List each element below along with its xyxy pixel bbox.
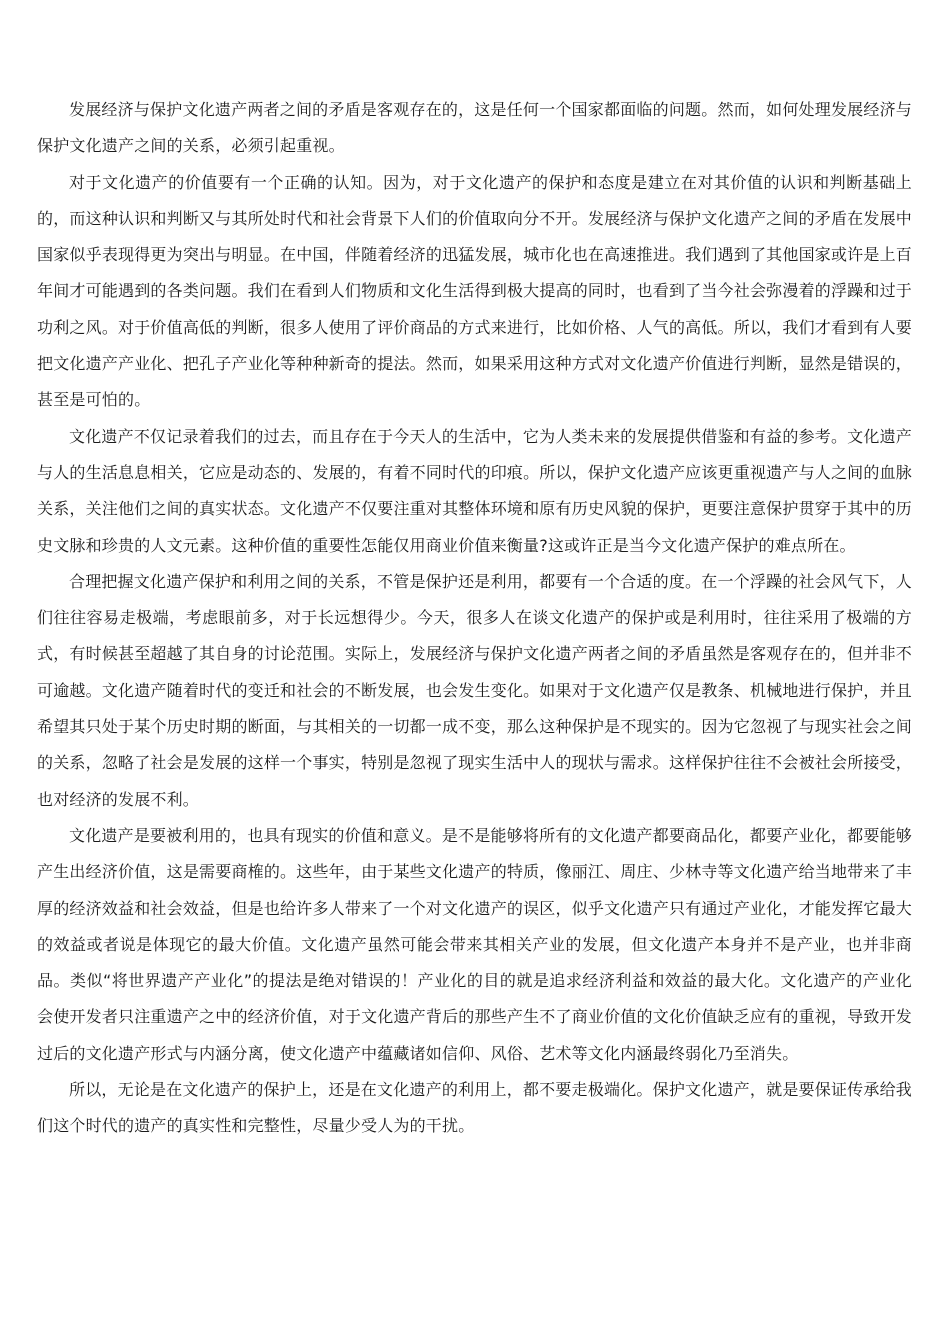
paragraph-4: 合理把握文化遗产保护和利用之间的关系，不管是保护还是利用，都要有一个合适的度。在一个浮躁的社会风气下，人们往往容易走极端，考虑眼前多，对于长远想得少。今天，很多人在谈文化遗产的保护或是利用时，往往采用了极端的方式，有时候甚至超越了其自身的讨论范围。实际上，发展经济与保护文化遗产两者之间的矛盾虽然是客观存在的，但并非不可逾越。文化遗产随着时代的变迁和社会的不断发展，也会发生变化。如果对于文化遗产仅是教条、机械地进行保护，并且希望其只处于某个历史时期的断面，与其相关的一切都一成不变，那么这种保护是不现实的。因为它忽视了与现实社会之间的关系，忽略了社会是发展的这样一个事实，特别是忽视了现实生活中人的现状与需求。这样保护往往不会被社会所接受，也对经济的发展不利。: [37, 571, 912, 809]
paragraph-3: 文化遗产不仅记录着我们的过去，而且存在于今天人的生活中，它为人类未来的发展提供借鉴和有益的参考。文化遗产与人的生活息息相关，它应是动态的、发展的，有着不同时代的印痕。所以，保护文化遗产应该更重视遗产与人之间的血脉关系，关注他们之间的真实状态。文化遗产不仅要注重对其整体环境和原有历史风貌的保护，更要注意保护贯穿于其中的历史文脉和珍贵的人文元素。这种价值的重要性怎能仅用商业价值来衡量?这或许正是当今文化遗产保护的难点所在。: [37, 426, 912, 555]
paragraph-1: 发展经济与保护文化遗产两者之间的矛盾是客观存在的，这是任何一个国家都面临的问题。然而，如何处理发展经济与保护文化遗产之间的关系，必须引起重视。: [37, 100, 912, 156]
document-body: [37, 92, 912, 1145]
paragraph-5: 文化遗产是要被利用的，也具有现实的价值和意义。是不是能够将所有的文化遗产都要商品化，都要产业化，都要能够产生出经济价值，这是需要商榷的。这些年，由于某些文化遗产的特质，像丽江、周庄、少林寺等文化遗产给当地带来了丰厚的经济效益和社会效益，但是也给许多人带来了一个对文化遗产的误区，似乎文化遗产只有通过产业化，才能发挥它最大的效益或者说是体现它的最大价值。文化遗产虽然可能会带来其相关产业的发展，但文化遗产本身并不是产业，也并非商品。类似“将世界遗产产业化”的提法是绝对错误的！产业化的目的就是追求经济利益和效益的最大化。文化遗产的产业化会使开发者只注重遗产之中的经济价值，对于文化遗产背后的那些产生不了商业价值的文化价值缺乏应有的重视，导致开发过后的文化遗产形式与内涵分离，使文化遗产中蕴藏诸如信仰、风俗、艺术等文化内涵最终弱化乃至消失。: [37, 825, 912, 1063]
paragraph-6: 所以，无论是在文化遗产的保护上，还是在文化遗产的利用上，都不要走极端化。保护文化遗产，就是要保证传承给我们这个时代的遗产的真实性和完整性，尽量少受人为的干扰。: [37, 1080, 912, 1136]
paragraph-2: 对于文化遗产的价值要有一个正确的认知。因为，对于文化遗产的保护和态度是建立在对其价值的认识和判断基础上的，而这种认识和判断又与其所处时代和社会背景下人们的价值取向分不开。发展经济与保护文化遗产之间的矛盾在发展中国家似乎表现得更为突出与明显。在中国，伴随着经济的迅猛发展，城市化也在高速推进。我们遇到了其他国家或许是上百年间才可能遇到的各类问题。我们在看到人们物质和文化生活得到极大提高的同时，也看到了当今社会弥漫着的浮躁和过于功利之风。对于价值高低的判断，很多人使用了评价商品的方式来进行，比如价格、人气的高低。所以，我们才看到有人要把文化遗产产业化、把孔子产业化等种种新奇的提法。然而，如果采用这种方式对文化遗产价值进行判断，显然是错误的，甚至是可怕的。: [37, 172, 912, 410]
